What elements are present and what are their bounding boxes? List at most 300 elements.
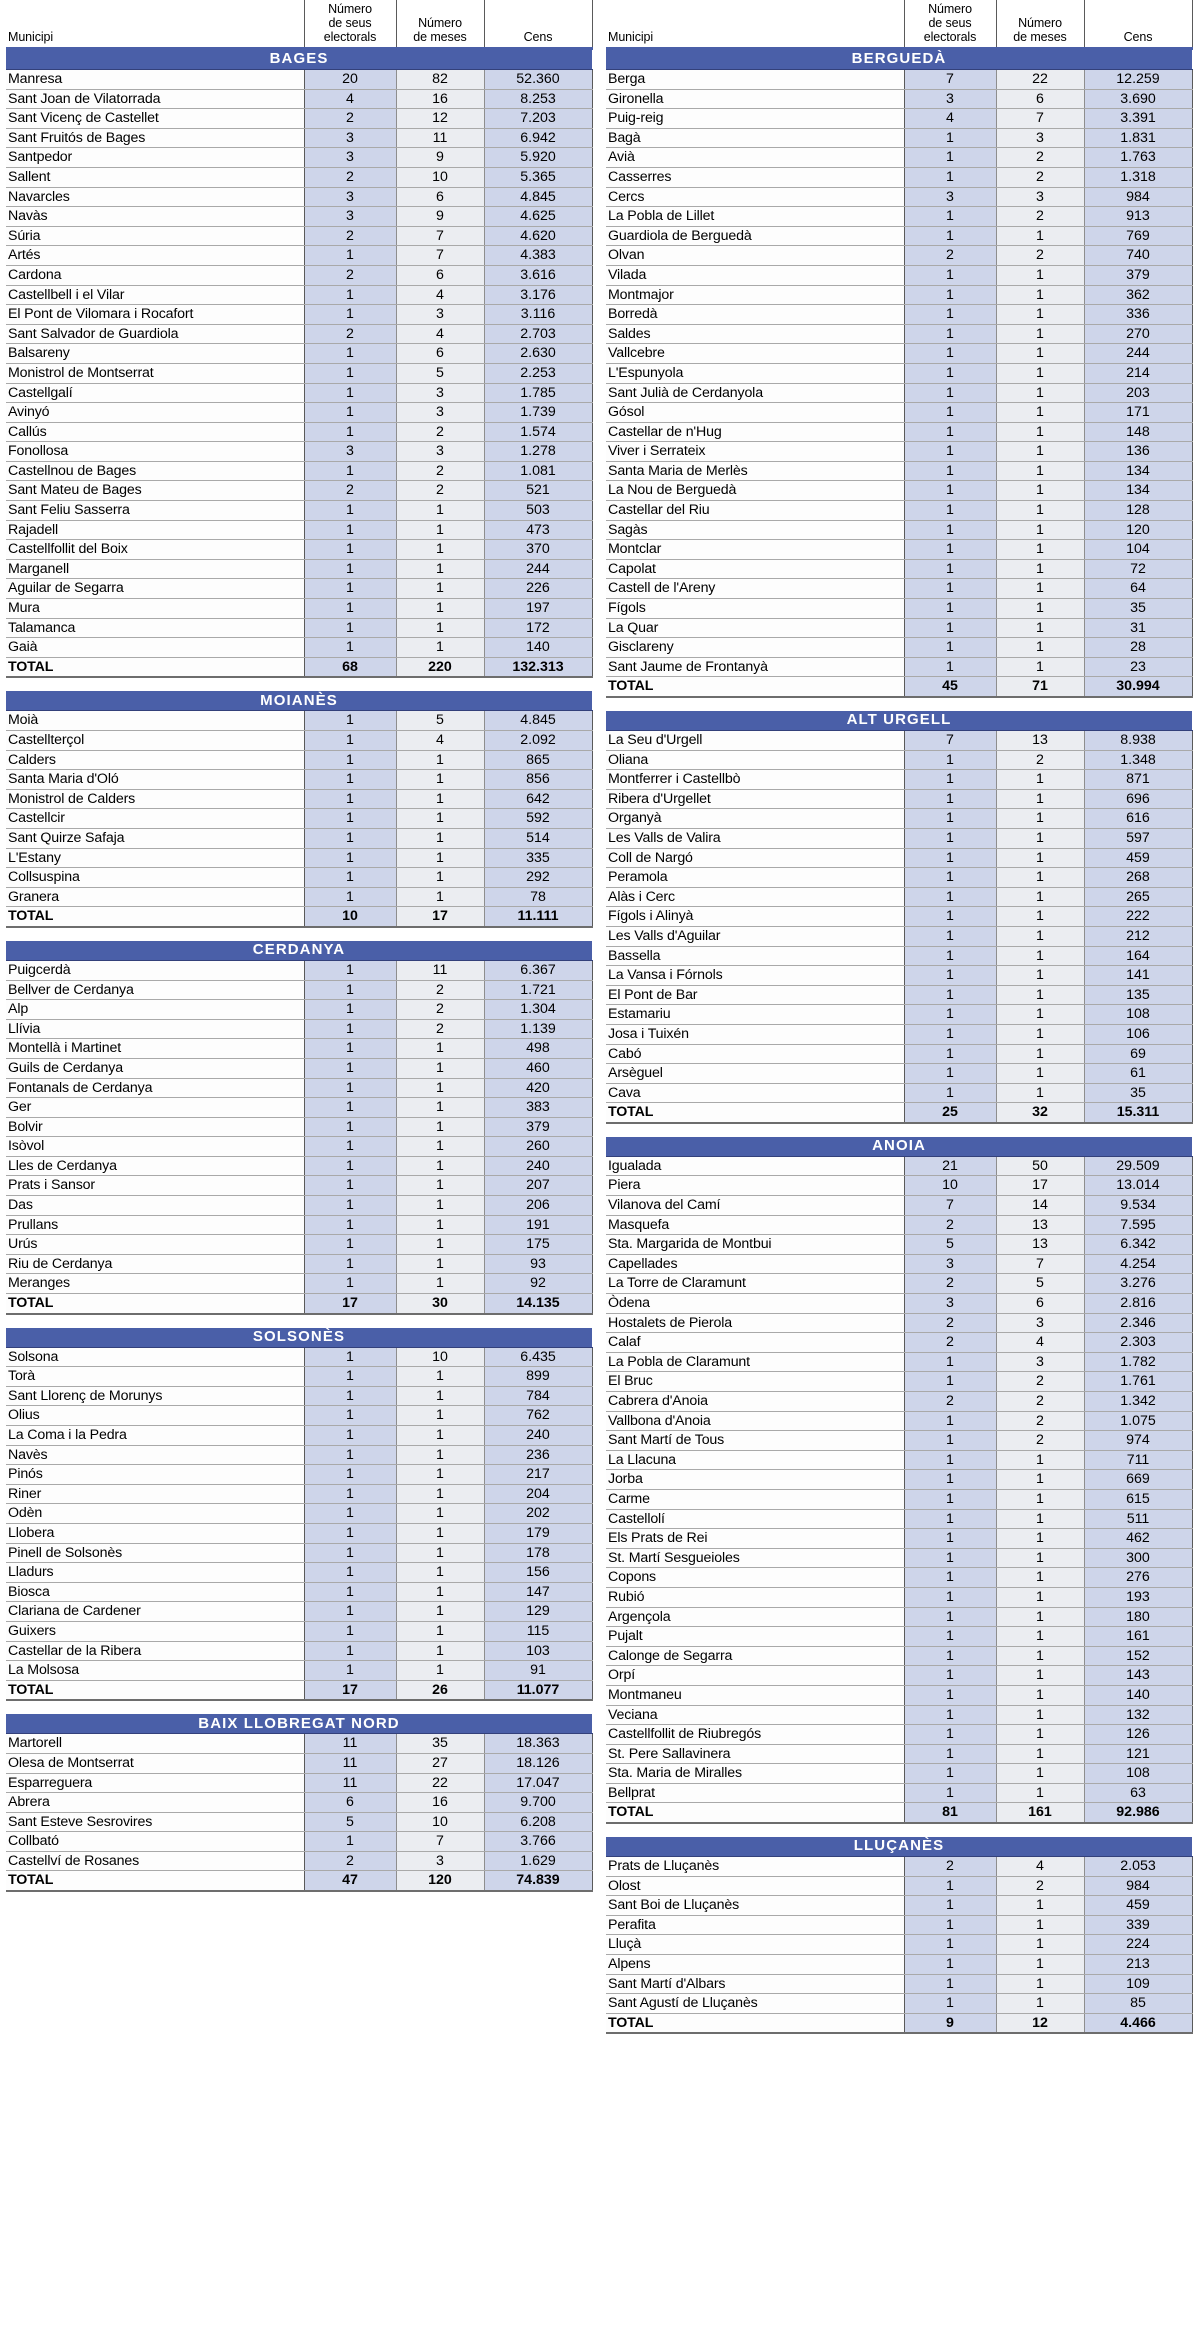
cell-seus-electorals: 1 <box>904 1470 996 1490</box>
table-row <box>6 1156 592 1176</box>
cell-numero-de-meses: 1 <box>396 501 484 521</box>
right-table-column <box>606 0 1192 2034</box>
table-row <box>6 305 592 325</box>
table-row <box>6 128 592 148</box>
cell-numero-de-meses: 1 <box>996 226 1084 246</box>
cell-numero-de-meses: 1 <box>996 540 1084 560</box>
cell-cens: 93 <box>484 1254 592 1274</box>
cell-seus-electorals: 1 <box>304 809 396 829</box>
cell-municipi: Santa Maria de Merlès <box>606 461 904 481</box>
cell-cens: 592 <box>484 809 592 829</box>
cell-municipi: Artés <box>6 246 304 266</box>
cell-seus-electorals: 10 <box>904 1176 996 1196</box>
cell-municipi: L'Estany <box>6 848 304 868</box>
cell-municipi: Cercs <box>606 187 904 207</box>
cell-municipi: El Pont de Vilomara i Rocafort <box>6 305 304 325</box>
cell-numero-de-meses: 2 <box>396 980 484 1000</box>
cell-cens: 1.739 <box>484 403 592 423</box>
cell-seus-electorals: 1 <box>304 1582 396 1602</box>
cell-municipi: Castellfollit de Riubregós <box>606 1725 904 1745</box>
cell-municipi: Martorell <box>6 1734 304 1754</box>
cell-municipi: Sagàs <box>606 520 904 540</box>
section-spacer-cell <box>6 1700 592 1714</box>
table-row <box>606 422 1192 442</box>
cell-seus-electorals: 6 <box>304 1793 396 1813</box>
table-row <box>6 887 592 907</box>
cell-numero-de-meses: 1 <box>996 1935 1084 1955</box>
table-row <box>6 1753 592 1773</box>
cell-cens: 7.203 <box>484 109 592 129</box>
cell-cens: 3.276 <box>1084 1274 1192 1294</box>
table-row <box>6 226 592 246</box>
table-row <box>6 1019 592 1039</box>
cell-seus-electorals: 1 <box>904 1764 996 1784</box>
cell-seus-electorals: 1 <box>304 848 396 868</box>
cell-numero-de-meses: 1 <box>396 1465 484 1485</box>
table-row <box>606 926 1192 946</box>
cell-cens: 1.318 <box>1084 167 1192 187</box>
table-row <box>6 363 592 383</box>
table-row <box>606 1509 1192 1529</box>
table-row <box>606 1666 1192 1686</box>
cell-numero-de-meses: 1 <box>396 1254 484 1274</box>
section-header-moianes <box>6 691 592 711</box>
table-row <box>6 109 592 129</box>
section-spacer <box>606 1123 1192 1137</box>
cell-seus-electorals: 25 <box>904 1103 996 1123</box>
table-row <box>6 638 592 658</box>
cell-cens: 669 <box>1084 1470 1192 1490</box>
cell-municipi: TOTAL <box>606 677 904 697</box>
cell-numero-de-meses: 1 <box>996 501 1084 521</box>
table-row <box>6 960 592 980</box>
cell-numero-de-meses: 16 <box>396 89 484 109</box>
section-header-label: CERDANYA <box>6 941 592 961</box>
table-row <box>606 599 1192 619</box>
cell-cens: 420 <box>484 1078 592 1098</box>
cell-municipi: Meranges <box>6 1274 304 1294</box>
cell-seus-electorals: 20 <box>304 70 396 90</box>
cell-cens: 276 <box>1084 1568 1192 1588</box>
cell-numero-de-meses: 220 <box>396 657 484 677</box>
section-header-alt-urgell <box>606 711 1192 731</box>
cell-cens: 1.831 <box>1084 128 1192 148</box>
table-row <box>6 750 592 770</box>
cell-numero-de-meses: 2 <box>996 148 1084 168</box>
cell-cens: 12.259 <box>1084 70 1192 90</box>
cell-seus-electorals: 1 <box>304 305 396 325</box>
cell-cens: 147 <box>484 1582 592 1602</box>
table-row <box>6 1621 592 1641</box>
cell-numero-de-meses: 30 <box>396 1294 484 1314</box>
cell-cens: 217 <box>484 1465 592 1485</box>
cell-numero-de-meses: 82 <box>396 70 484 90</box>
cell-cens: 1.629 <box>484 1851 592 1871</box>
cell-numero-de-meses: 6 <box>396 265 484 285</box>
cell-seus-electorals: 2 <box>304 481 396 501</box>
cell-seus-electorals: 1 <box>904 1955 996 1975</box>
cell-municipi: Rubió <box>606 1587 904 1607</box>
section-spacer <box>606 1823 1192 1837</box>
table-row <box>606 501 1192 521</box>
cell-numero-de-meses: 3 <box>996 128 1084 148</box>
cell-municipi: Granera <box>6 887 304 907</box>
cell-seus-electorals: 1 <box>304 461 396 481</box>
cell-municipi: Fonollosa <box>6 442 304 462</box>
cell-municipi: Capellades <box>606 1254 904 1274</box>
cell-cens: 140 <box>1084 1685 1192 1705</box>
cell-municipi: Els Prats de Rei <box>606 1529 904 1549</box>
cell-cens: 362 <box>1084 285 1192 305</box>
cell-cens: 984 <box>1084 187 1192 207</box>
table-row <box>606 363 1192 383</box>
cell-cens: 498 <box>484 1039 592 1059</box>
table-row-total <box>606 1103 1192 1123</box>
cell-seus-electorals: 1 <box>904 618 996 638</box>
cell-numero-de-meses: 4 <box>396 285 484 305</box>
column-header-cens: Cens <box>484 0 592 49</box>
cell-numero-de-meses: 1 <box>396 1484 484 1504</box>
cell-cens: 6.208 <box>484 1812 592 1832</box>
cell-numero-de-meses: 1 <box>396 1582 484 1602</box>
cell-seus-electorals: 1 <box>904 1896 996 1916</box>
table-row <box>6 1347 592 1367</box>
section-header-baix-llobregat-nord <box>6 1714 592 1734</box>
cell-seus-electorals: 1 <box>904 1489 996 1509</box>
cell-numero-de-meses: 2 <box>996 207 1084 227</box>
cell-municipi: Perafita <box>606 1915 904 1935</box>
cell-municipi: TOTAL <box>606 1103 904 1123</box>
cell-seus-electorals: 1 <box>904 1509 996 1529</box>
table-row <box>606 128 1192 148</box>
cell-municipi: Les Valls de Valira <box>606 828 904 848</box>
cell-seus-electorals: 3 <box>304 128 396 148</box>
cell-seus-electorals: 3 <box>304 442 396 462</box>
cell-municipi: Fígols i Alinyà <box>606 907 904 927</box>
cell-numero-de-meses: 2 <box>396 422 484 442</box>
cell-municipi: Castellar de la Ribera <box>6 1641 304 1661</box>
cell-seus-electorals: 1 <box>904 1352 996 1372</box>
table-row <box>606 1313 1192 1333</box>
table-row-total <box>606 677 1192 697</box>
table-row <box>6 809 592 829</box>
cell-seus-electorals: 47 <box>304 1871 396 1891</box>
cell-seus-electorals: 1 <box>904 887 996 907</box>
cell-numero-de-meses: 2 <box>396 1000 484 1020</box>
cell-municipi: Navàs <box>6 207 304 227</box>
cell-numero-de-meses: 1 <box>396 1621 484 1641</box>
cell-cens: 11.111 <box>484 907 592 927</box>
cell-municipi: Vallbona d'Anoia <box>606 1411 904 1431</box>
cell-cens: 214 <box>1084 363 1192 383</box>
cell-cens: 711 <box>1084 1450 1192 1470</box>
cell-seus-electorals: 1 <box>904 599 996 619</box>
cell-cens: 1.782 <box>1084 1352 1192 1372</box>
cell-numero-de-meses: 1 <box>996 1685 1084 1705</box>
cell-cens: 29.509 <box>1084 1156 1192 1176</box>
cell-seus-electorals: 2 <box>304 109 396 129</box>
table-row-total <box>6 907 592 927</box>
column-header-municipi: Municipi <box>6 0 304 49</box>
table-row <box>606 1705 1192 1725</box>
cell-cens: 339 <box>1084 1915 1192 1935</box>
cell-municipi: Navarcles <box>6 187 304 207</box>
cell-seus-electorals: 1 <box>904 1725 996 1745</box>
cell-numero-de-meses: 27 <box>396 1753 484 1773</box>
cell-municipi: Cardona <box>6 265 304 285</box>
cell-cens: 226 <box>484 579 592 599</box>
cell-numero-de-meses: 1 <box>996 363 1084 383</box>
cell-municipi: Montclar <box>606 540 904 560</box>
cell-numero-de-meses: 1 <box>396 887 484 907</box>
cell-numero-de-meses: 26 <box>396 1680 484 1700</box>
cell-cens: 18.363 <box>484 1734 592 1754</box>
cell-numero-de-meses: 1 <box>396 520 484 540</box>
table-row <box>606 1352 1192 1372</box>
cell-seus-electorals: 1 <box>304 501 396 521</box>
cell-cens: 1.785 <box>484 383 592 403</box>
cell-cens: 108 <box>1084 1764 1192 1784</box>
cell-numero-de-meses: 2 <box>396 461 484 481</box>
left-table <box>6 0 593 1892</box>
cell-cens: 240 <box>484 1426 592 1446</box>
cell-numero-de-meses: 1 <box>996 1083 1084 1103</box>
cell-cens: 103 <box>484 1641 592 1661</box>
cell-seus-electorals: 1 <box>904 305 996 325</box>
seus-line-3: electorals <box>923 30 977 44</box>
cell-seus-electorals: 1 <box>904 1783 996 1803</box>
cell-numero-de-meses: 7 <box>396 1832 484 1852</box>
cell-cens: 240 <box>484 1156 592 1176</box>
table-row <box>606 1876 1192 1896</box>
cell-municipi: Avià <box>606 148 904 168</box>
section-spacer-cell <box>6 927 592 941</box>
cell-municipi: Pinós <box>6 1465 304 1485</box>
cell-numero-de-meses: 1 <box>996 1783 1084 1803</box>
cell-seus-electorals: 1 <box>304 1078 396 1098</box>
cell-seus-electorals: 1 <box>904 1587 996 1607</box>
cell-cens: 212 <box>1084 926 1192 946</box>
table-row <box>606 638 1192 658</box>
cell-numero-de-meses: 12 <box>396 109 484 129</box>
cell-seus-electorals: 1 <box>904 265 996 285</box>
cell-numero-de-meses: 1 <box>396 1543 484 1563</box>
cell-seus-electorals: 1 <box>904 128 996 148</box>
cell-seus-electorals: 3 <box>304 207 396 227</box>
cell-cens: 135 <box>1084 985 1192 1005</box>
cell-numero-de-meses: 2 <box>996 1876 1084 1896</box>
cell-seus-electorals: 1 <box>904 907 996 927</box>
cell-municipi: Piera <box>606 1176 904 1196</box>
cell-numero-de-meses: 1 <box>996 1705 1084 1725</box>
cell-municipi: TOTAL <box>606 2013 904 2033</box>
table-row <box>6 1426 592 1446</box>
cell-cens: 2.253 <box>484 363 592 383</box>
cell-numero-de-meses: 7 <box>996 1254 1084 1274</box>
cell-seus-electorals: 1 <box>904 1044 996 1064</box>
table-row <box>606 70 1192 90</box>
cell-numero-de-meses: 1 <box>996 926 1084 946</box>
cell-cens: 92 <box>484 1274 592 1294</box>
cell-numero-de-meses: 2 <box>996 1411 1084 1431</box>
table-row <box>606 1974 1192 1994</box>
cell-cens: 3.616 <box>484 265 592 285</box>
table-row <box>6 1734 592 1754</box>
cell-cens: 616 <box>1084 809 1192 829</box>
cell-numero-de-meses: 1 <box>996 1974 1084 1994</box>
table-row <box>6 1504 592 1524</box>
cell-municipi: La Torre de Claramunt <box>606 1274 904 1294</box>
cell-cens: 172 <box>484 618 592 638</box>
cell-seus-electorals: 1 <box>904 1083 996 1103</box>
cell-seus-electorals: 7 <box>904 70 996 90</box>
cell-cens: 108 <box>1084 1005 1192 1025</box>
table-row <box>6 1484 592 1504</box>
table-row <box>6 167 592 187</box>
cell-cens: 141 <box>1084 966 1192 986</box>
cell-numero-de-meses: 1 <box>396 1274 484 1294</box>
cell-municipi: Talamanca <box>6 618 304 638</box>
cell-seus-electorals: 1 <box>304 980 396 1000</box>
cell-municipi: Riner <box>6 1484 304 1504</box>
cell-cens: 4.466 <box>1084 2013 1192 2033</box>
cell-numero-de-meses: 1 <box>996 1450 1084 1470</box>
table-row <box>606 1294 1192 1314</box>
table-row <box>606 403 1192 423</box>
table-row <box>6 770 592 790</box>
cell-municipi: Castellbell i el Vilar <box>6 285 304 305</box>
table-row <box>606 579 1192 599</box>
cell-seus-electorals: 1 <box>904 383 996 403</box>
cell-seus-electorals: 1 <box>904 1568 996 1588</box>
cell-cens: 856 <box>484 770 592 790</box>
cell-cens: 1.761 <box>1084 1372 1192 1392</box>
cell-numero-de-meses: 1 <box>996 1896 1084 1916</box>
cell-seus-electorals: 1 <box>304 1058 396 1078</box>
table-row <box>606 1254 1192 1274</box>
table-row <box>606 750 1192 770</box>
cell-cens: 265 <box>1084 887 1192 907</box>
cell-numero-de-meses: 1 <box>996 559 1084 579</box>
table-row <box>606 1935 1192 1955</box>
cell-municipi: Les Valls d'Aguilar <box>606 926 904 946</box>
cell-cens: 300 <box>1084 1548 1192 1568</box>
section-header-label: BERGUEDÀ <box>606 49 1192 70</box>
cell-numero-de-meses: 1 <box>996 1955 1084 1975</box>
cell-cens: 4.845 <box>484 711 592 731</box>
cell-seus-electorals: 1 <box>304 1523 396 1543</box>
cell-municipi: Guardiola de Berguedà <box>606 226 904 246</box>
cell-cens: 78 <box>484 887 592 907</box>
cell-municipi: Collbató <box>6 1832 304 1852</box>
cell-seus-electorals: 1 <box>904 520 996 540</box>
cell-municipi: Alàs i Cerc <box>606 887 904 907</box>
cell-numero-de-meses: 1 <box>996 1548 1084 1568</box>
cell-municipi: Calonge de Segarra <box>606 1646 904 1666</box>
column-header-seus-electorals <box>904 0 996 49</box>
cell-municipi: Gaià <box>6 638 304 658</box>
cell-numero-de-meses: 1 <box>396 828 484 848</box>
cell-seus-electorals: 1 <box>304 1176 396 1196</box>
table-row <box>6 1058 592 1078</box>
cell-cens: 30.994 <box>1084 677 1192 697</box>
cell-cens: 2.053 <box>1084 1857 1192 1877</box>
table-row <box>6 1661 592 1681</box>
table-row <box>6 1117 592 1137</box>
cell-cens: 260 <box>484 1137 592 1157</box>
cell-cens: 1.721 <box>484 980 592 1000</box>
cell-numero-de-meses: 6 <box>396 344 484 364</box>
cell-seus-electorals: 11 <box>304 1753 396 1773</box>
cell-numero-de-meses: 1 <box>996 481 1084 501</box>
table-row <box>606 265 1192 285</box>
cell-cens: 64 <box>1084 579 1192 599</box>
cell-seus-electorals: 1 <box>304 1019 396 1039</box>
cell-municipi: Cabó <box>606 1044 904 1064</box>
cell-numero-de-meses: 1 <box>996 383 1084 403</box>
cell-cens: 224 <box>1084 1935 1192 1955</box>
cell-municipi: Montmaneu <box>606 1685 904 1705</box>
cell-municipi: Masquefa <box>606 1215 904 1235</box>
table-row <box>6 1137 592 1157</box>
table-row <box>6 70 592 90</box>
cell-numero-de-meses: 1 <box>996 422 1084 442</box>
cell-seus-electorals: 10 <box>304 907 396 927</box>
cell-municipi: Copons <box>606 1568 904 1588</box>
cell-seus-electorals: 2 <box>904 246 996 266</box>
cell-numero-de-meses: 1 <box>396 1406 484 1426</box>
table-row-total <box>6 1871 592 1891</box>
cell-numero-de-meses: 3 <box>396 305 484 325</box>
cell-seus-electorals: 1 <box>904 1005 996 1025</box>
table-row <box>606 226 1192 246</box>
cell-numero-de-meses: 2 <box>996 246 1084 266</box>
cell-municipi: Sallent <box>6 167 304 187</box>
cell-municipi: Marganell <box>6 559 304 579</box>
table-row <box>606 1274 1192 1294</box>
table-row <box>606 442 1192 462</box>
cell-numero-de-meses: 1 <box>996 985 1084 1005</box>
cell-cens: 3.176 <box>484 285 592 305</box>
cell-numero-de-meses: 5 <box>396 711 484 731</box>
cell-municipi: Castellgalí <box>6 383 304 403</box>
cell-cens: 615 <box>1084 1489 1192 1509</box>
cell-seus-electorals: 1 <box>304 1621 396 1641</box>
cell-numero-de-meses: 35 <box>396 1734 484 1754</box>
cell-municipi: Rajadell <box>6 520 304 540</box>
cell-numero-de-meses: 1 <box>996 1568 1084 1588</box>
cell-seus-electorals: 1 <box>304 1117 396 1137</box>
cell-seus-electorals: 1 <box>904 1372 996 1392</box>
table-row <box>606 109 1192 129</box>
cell-numero-de-meses: 7 <box>396 246 484 266</box>
cell-municipi: La Pobla de Claramunt <box>606 1352 904 1372</box>
cell-numero-de-meses: 3 <box>396 403 484 423</box>
cell-numero-de-meses: 1 <box>396 1058 484 1078</box>
cell-seus-electorals: 1 <box>304 1000 396 1020</box>
cell-seus-electorals: 1 <box>304 1543 396 1563</box>
table-row <box>606 1044 1192 1064</box>
cell-municipi: Navès <box>6 1445 304 1465</box>
cell-seus-electorals: 1 <box>904 1064 996 1084</box>
cell-cens: 132.313 <box>484 657 592 677</box>
cell-numero-de-meses: 1 <box>996 1005 1084 1025</box>
cell-seus-electorals: 1 <box>904 1431 996 1451</box>
cell-cens: 984 <box>1084 1876 1192 1896</box>
cell-cens: 379 <box>484 1117 592 1137</box>
seus-line-2: de seus <box>328 16 372 30</box>
header-row <box>6 0 592 49</box>
